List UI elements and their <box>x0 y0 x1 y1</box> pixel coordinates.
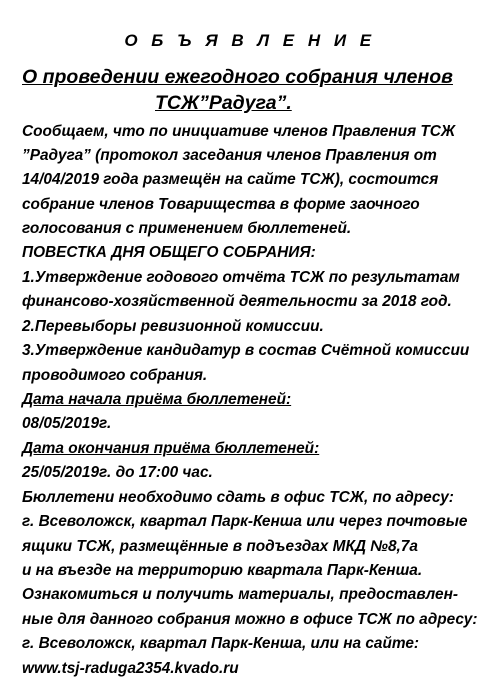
body-line: голосования с применением бюллетеней. <box>22 220 352 237</box>
body-line: г. Всеволожск, квартал Парк-Кенша, или на сайте: <box>22 635 420 652</box>
announcement-heading: О Б Ъ Я В Л Е Н И Е <box>124 31 376 50</box>
body-line: 14/04/2019 года размещён на сайте ТСЖ), состоится <box>22 171 439 188</box>
agenda-item-3-continued: проводимого собрания. <box>22 367 208 384</box>
body-line: Ознакомиться и получить материалы, предоставлен- <box>22 586 458 603</box>
start-date-label: Дата начала приёма бюллетеней: <box>22 391 292 408</box>
end-date-label: Дата окончания приёма бюллетеней: <box>22 440 320 457</box>
body-line: ные для данного собрания можно в офисе ТСЖ по адресу: <box>22 611 478 628</box>
body-line: Сообщаем, что по инициативе членов Правления ТСЖ <box>22 123 456 140</box>
body-line: собрание членов Товарищества в форме заочного <box>22 196 420 213</box>
start-date-value: 08/05/2019г. <box>22 415 112 432</box>
agenda-heading: ПОВЕСТКА ДНЯ ОБЩЕГО СОБРАНИЯ: <box>22 244 316 261</box>
agenda-item-1: 1.Утверждение годового отчёта ТСЖ по результатам <box>22 269 460 286</box>
body-line: Бюллетени необходимо сдать в офис ТСЖ, по адресу: <box>22 489 454 506</box>
body-line: г. Всеволожск, квартал Парк-Кенша или через почтовые <box>22 513 468 530</box>
website-address: www.tsj-raduga2354.kvado.ru <box>22 660 239 677</box>
agenda-item-2: 2.Перевыборы ревизионной комиссии. <box>22 318 324 335</box>
agenda-item-1-continued: финансово-хозяйственной деятельности за 2018 год. <box>22 293 452 310</box>
subtitle-line-2: ТСЖ”Радуга”. <box>155 92 292 114</box>
body-line: ”Радуга” (протокол заседания членов Правления от <box>22 147 437 164</box>
subtitle-line-1: О проведении ежегодного собрания членов <box>22 66 453 88</box>
end-date-value: 25/05/2019г. до 17:00 час. <box>22 464 213 481</box>
body-line: и на въезде на территорию квартала Парк-Кенша. <box>22 562 423 579</box>
agenda-item-3: 3.Утверждение кандидатур в состав Счётной комиссии <box>22 342 470 359</box>
body-line: ящики ТСЖ, размещённые в подъездах МКД №8,7а <box>22 538 418 555</box>
